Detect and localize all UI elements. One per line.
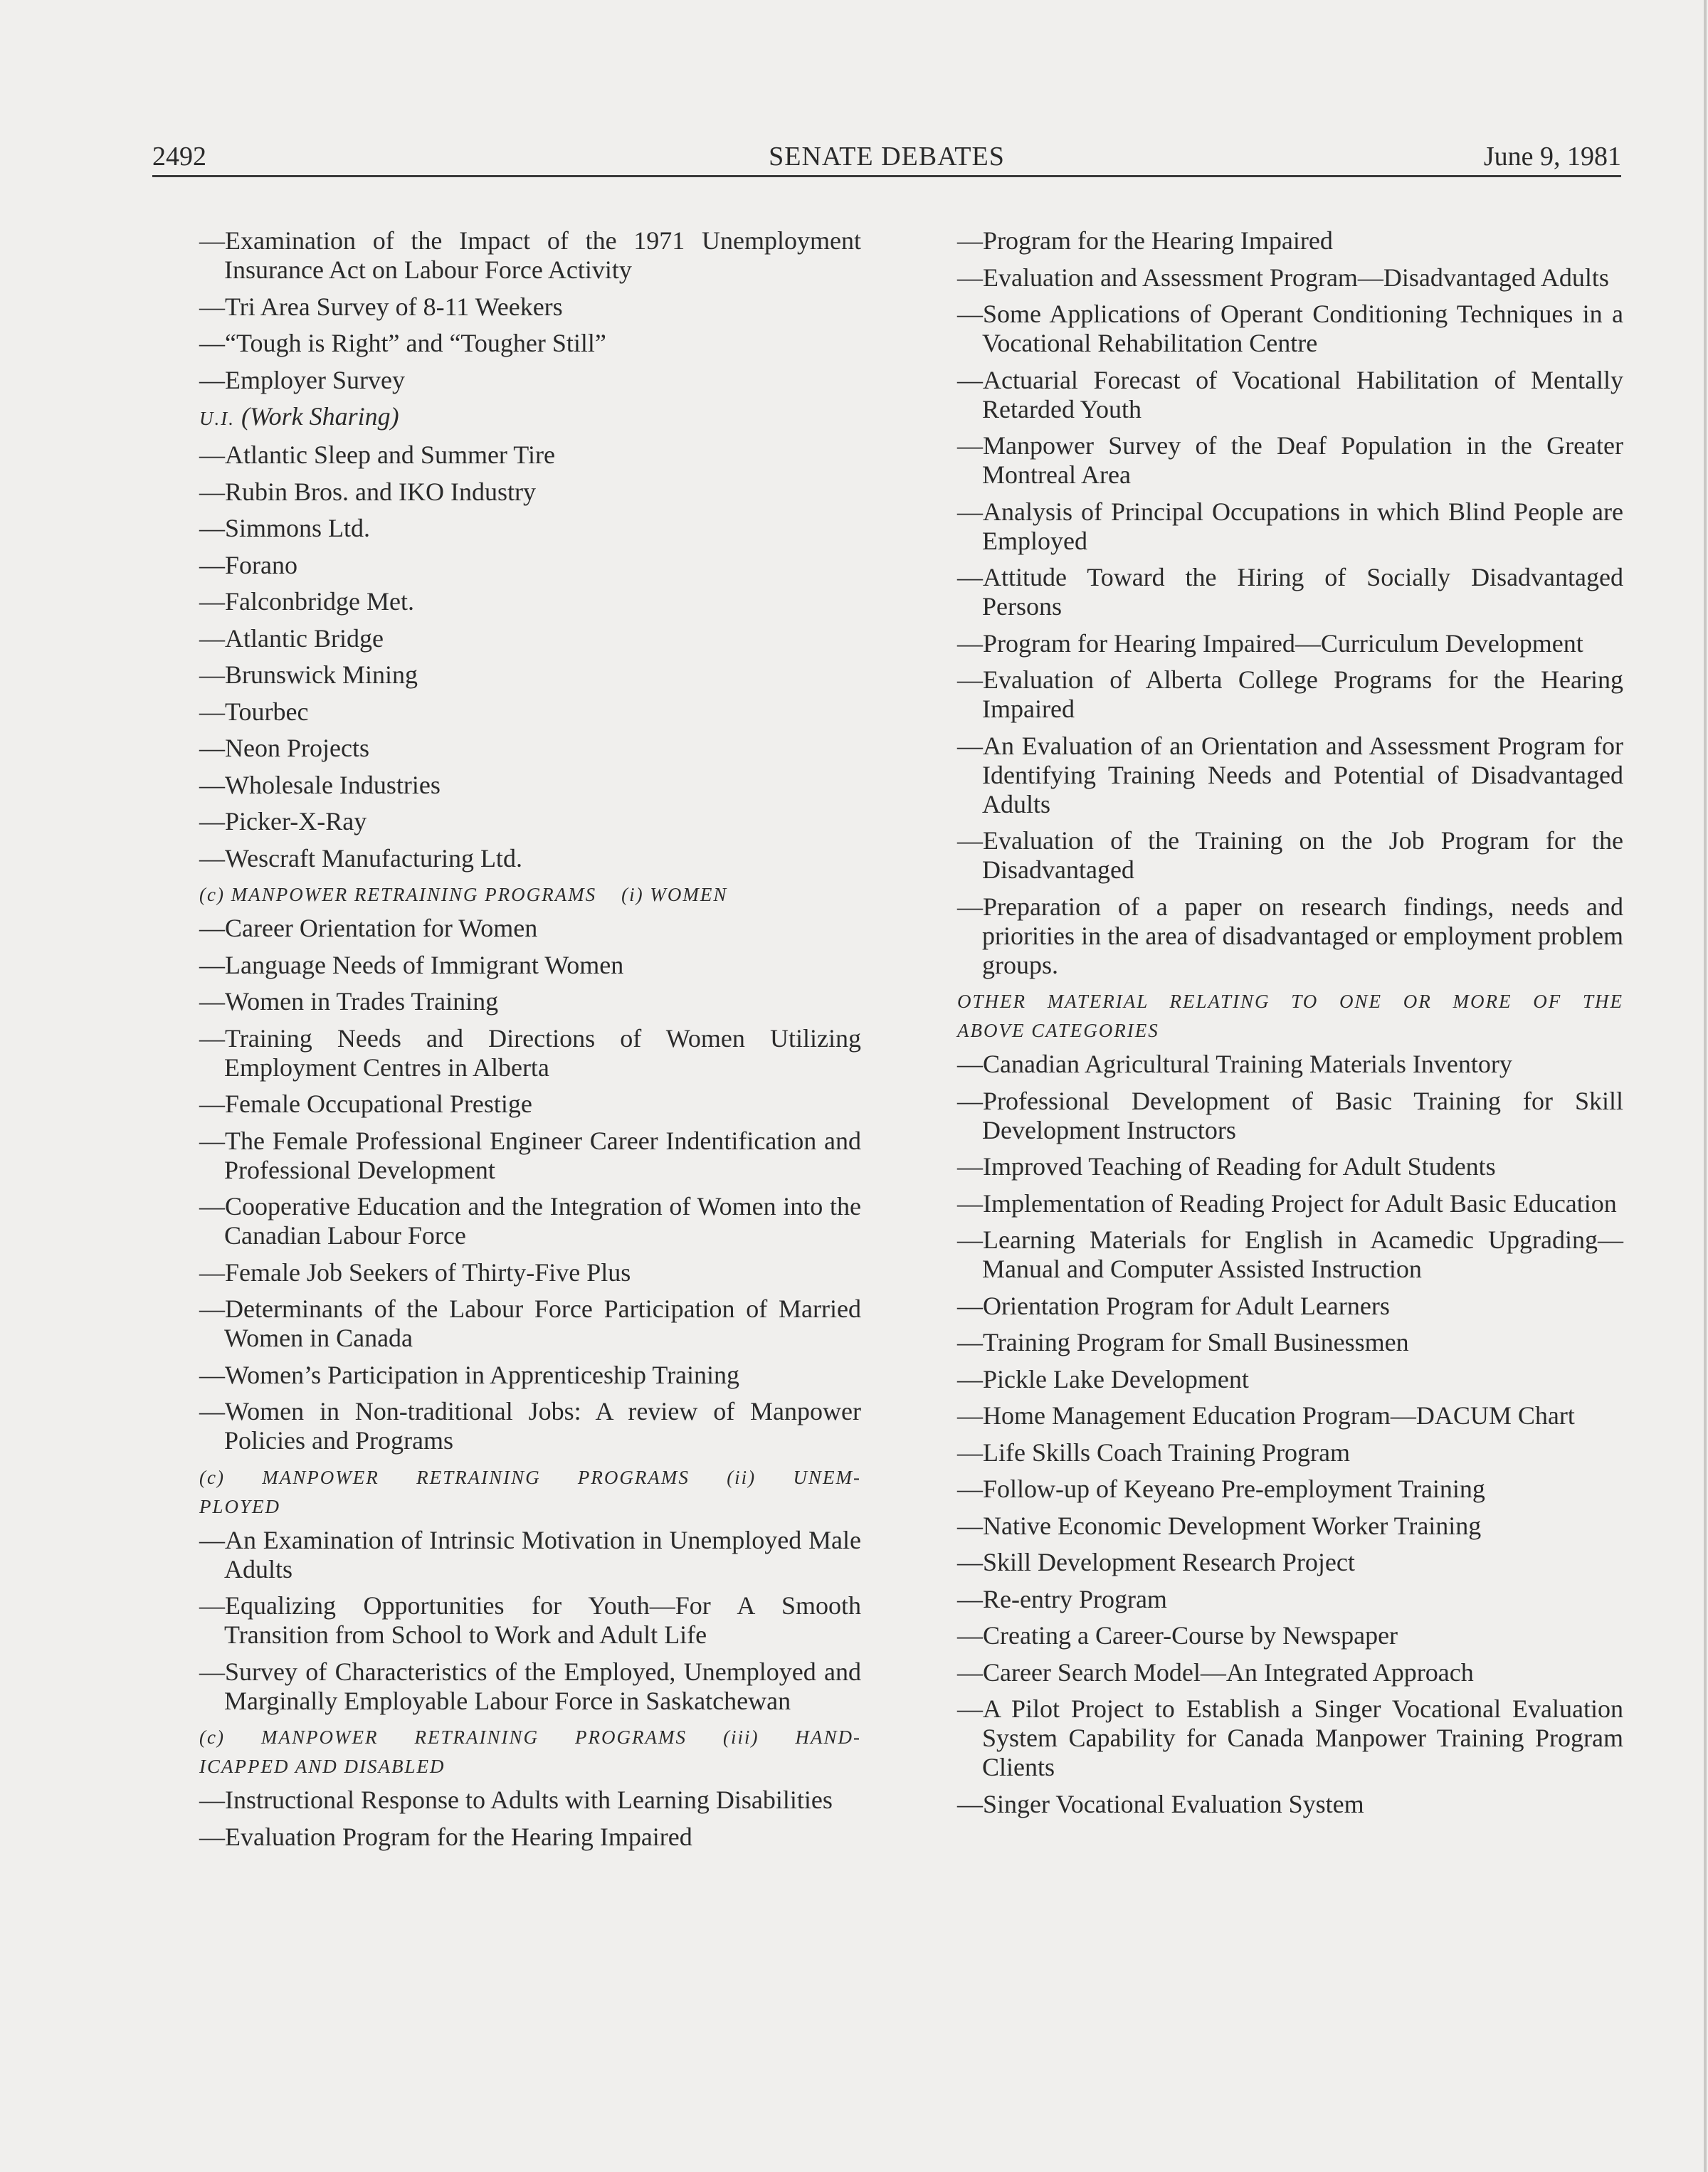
heading-label: (c)	[199, 1726, 225, 1748]
list-item: —Evaluation of Alberta College Programs for the Hearing Impaired	[957, 665, 1623, 723]
heading-category: MANPOWER RETRAINING PROGRAMS	[262, 1466, 690, 1488]
right-items-b	[957, 1050, 1623, 1819]
list-item: —Learning Materials for English in Acamedic Upgrading—Manual and Computer Assisted Instruction	[957, 1225, 1623, 1283]
list-item: —Language Needs of Immigrant Women	[199, 950, 624, 979]
list-item: —Career Orientation for Women	[199, 914, 538, 942]
left-items-b	[199, 441, 861, 873]
list-item: —Implementation of Reading Project for Adult Basic Education	[957, 1188, 1617, 1218]
heading-category: MANPOWER RETRAINING PROGRAMS	[231, 884, 597, 905]
heading-sub-category: WOMEN	[650, 884, 728, 905]
list-item: —Women in Non-traditional Jobs: A review of Manpower Policies and Programs	[199, 1397, 861, 1455]
list-item: —An Evaluation of an Orientation and Assessment Program for Identifying Training Needs and Potential of Disadvantaged Adults	[957, 731, 1623, 818]
page-header	[152, 139, 1621, 174]
heading-sub-category-cont: ICAPPED AND DISABLED	[199, 1756, 446, 1777]
list-item: —Examination of the Impact of the 1971 Unemployment Insurance Act on Labour Force Activity	[199, 226, 861, 284]
list-item: —Career Search Model—An Integrated Approach	[957, 1657, 1474, 1687]
heading-women	[199, 880, 861, 910]
left-column	[199, 226, 861, 1859]
list-item: —The Female Professional Engineer Career Indentification and Professional Development	[199, 1126, 861, 1184]
list-item: —Pickle Lake Development	[957, 1364, 1249, 1393]
heading-sub-label: (iii)	[723, 1726, 759, 1748]
list-item: —Survey of Characteristics of the Employed, Unemployed and Marginally Employable Labour Force in Saskatchewan	[199, 1657, 861, 1715]
heading-category: MANPOWER RETRAINING PROGRAMS	[261, 1726, 687, 1748]
list-item: —Atlantic Sleep and Summer Tire	[199, 441, 555, 469]
list-item: —Wescraft Manufacturing Ltd.	[199, 843, 522, 873]
list-item: —An Examination of Intrinsic Motivation in Unemployed Male Adults	[199, 1525, 861, 1583]
list-item: —Instructional Response to Adults with Learning Disabilities	[199, 1786, 833, 1814]
list-item: —Canadian Agricultural Training Materials Inventory	[957, 1050, 1512, 1078]
list-item: —Female Occupational Prestige	[199, 1090, 532, 1118]
list-item: —Wholesale Industries	[199, 770, 441, 799]
list-item: —Forano	[199, 550, 297, 579]
list-item: —Female Job Seekers of Thirty-Five Plus	[199, 1258, 631, 1287]
ui-work-sharing-heading	[199, 402, 861, 433]
list-item: —Professional Development of Basic Training for Skill Development Instructors	[957, 1086, 1623, 1144]
left-items-unemployed	[199, 1526, 861, 1716]
heading-sub-category: HAND-	[795, 1726, 862, 1748]
list-item: —Falconbridge Met.	[199, 587, 414, 616]
list-item: —Women’s Participation in Apprenticeship Training	[199, 1360, 740, 1389]
list-item: —Attitude Toward the Hiring of Socially Disadvantaged Persons	[957, 563, 1623, 621]
heading-handicapped	[199, 1723, 861, 1781]
list-item: —Equalizing Opportunities for Youth—For A Smooth Transition from School to Work and Adult Life	[199, 1591, 861, 1649]
list-item: —Singer Vocational Evaluation System	[957, 1789, 1364, 1818]
list-item: —Native Economic Development Worker Training	[957, 1511, 1482, 1540]
list-item: —Follow-up of Keyeano Pre-employment Training	[957, 1475, 1485, 1503]
list-item: —Creating a Career-Course by Newspaper	[957, 1621, 1398, 1650]
list-item: —Atlantic Bridge	[199, 623, 384, 653]
list-item: —Neon Projects	[199, 734, 369, 762]
list-item: —Analysis of Principal Occupations in which Blind People are Employed	[957, 497, 1623, 555]
list-item: —Program for the Hearing Impaired	[957, 226, 1333, 255]
heading-other-line2: ABOVE CATEGORIES	[957, 1020, 1159, 1041]
heading-other-material	[957, 987, 1623, 1045]
publication-title: SENATE DEBATES	[769, 142, 1005, 172]
heading-other-line1: OTHER MATERIAL RELATING TO ONE OR MORE OF THE	[957, 991, 1623, 1012]
heading-label: (c)	[199, 1466, 225, 1488]
header-rule	[152, 175, 1621, 177]
list-item: —Determinants of the Labour Force Participation of Married Women in Canada	[199, 1295, 861, 1352]
list-item: —Employer Survey	[199, 365, 405, 394]
list-item: —Some Applications of Operant Conditioning Techniques in a Vocational Rehabilitation Centre	[957, 300, 1623, 357]
right-items-a	[957, 226, 1623, 980]
left-items-a	[199, 226, 861, 395]
list-item: —Training Needs and Directions of Women Utilizing Employment Centres in Alberta	[199, 1023, 861, 1082]
list-item: —Preparation of a paper on research findings, needs and priorities in the area of disadvantaged or employment problem groups.	[957, 892, 1623, 979]
list-item: —Brunswick Mining	[199, 660, 418, 689]
list-item: —Program for Hearing Impaired—Curriculum Development	[957, 628, 1583, 658]
heading-sub-category-cont: PLOYED	[199, 1495, 281, 1517]
list-item: —Orientation Program for Adult Learners	[957, 1291, 1390, 1320]
list-item: —Evaluation of the Training on the Job Program for the Disadvantaged	[957, 826, 1623, 884]
publication-date: June 9, 1981	[1483, 142, 1621, 172]
list-item: —Actuarial Forecast of Vocational Habilitation of Mentally Retarded Youth	[957, 365, 1623, 423]
list-item: —Re-entry Program	[957, 1584, 1167, 1613]
ui-prefix: U.I.	[199, 408, 235, 429]
list-item: —Women in Trades Training	[199, 987, 499, 1016]
list-item: —Improved Teaching of Reading for Adult Students	[957, 1152, 1496, 1181]
list-item: —Tri Area Survey of 8-11 Weekers	[199, 292, 563, 321]
list-item: —Skill Development Research Project	[957, 1548, 1355, 1576]
list-item: —Tourbec	[199, 697, 309, 726]
heading-unemployed	[199, 1463, 861, 1522]
list-item: —Home Management Education Program—DACUM Chart	[957, 1401, 1575, 1430]
list-item: —Evaluation Program for the Hearing Impaired	[199, 1822, 692, 1851]
ui-title: (Work Sharing)	[241, 402, 399, 431]
page-number: 2492	[152, 142, 206, 172]
list-item: —Rubin Bros. and IKO Industry	[199, 477, 536, 506]
list-item: —Manpower Survey of the Deaf Population in the Greater Montreal Area	[957, 431, 1623, 489]
heading-sub-label: (ii)	[727, 1466, 757, 1488]
heading-label: (c)	[199, 884, 225, 905]
list-item: —Cooperative Education and the Integration of Women into the Canadian Labour Force	[199, 1192, 861, 1250]
list-item: —Life Skills Coach Training Program	[957, 1438, 1350, 1467]
left-items-handicapped	[199, 1786, 861, 1852]
list-item: —“Tough is Right” and “Tougher Still”	[199, 329, 606, 357]
list-item: —Picker-X-Ray	[199, 807, 367, 835]
heading-sub-category: UNEM-	[793, 1466, 861, 1488]
list-item: —Training Program for Small Businessmen	[957, 1328, 1409, 1356]
list-item: —A Pilot Project to Establish a Singer Vocational Evaluation System Capability for Canada Manpower Training Program Clients	[957, 1694, 1623, 1781]
heading-sub-label: (i)	[621, 884, 644, 905]
list-item: —Evaluation and Assessment Program—Disadvantaged Adults	[957, 263, 1609, 292]
left-items-women	[199, 914, 861, 1455]
right-column	[957, 226, 1623, 1826]
list-item: —Simmons Ltd.	[199, 514, 371, 542]
